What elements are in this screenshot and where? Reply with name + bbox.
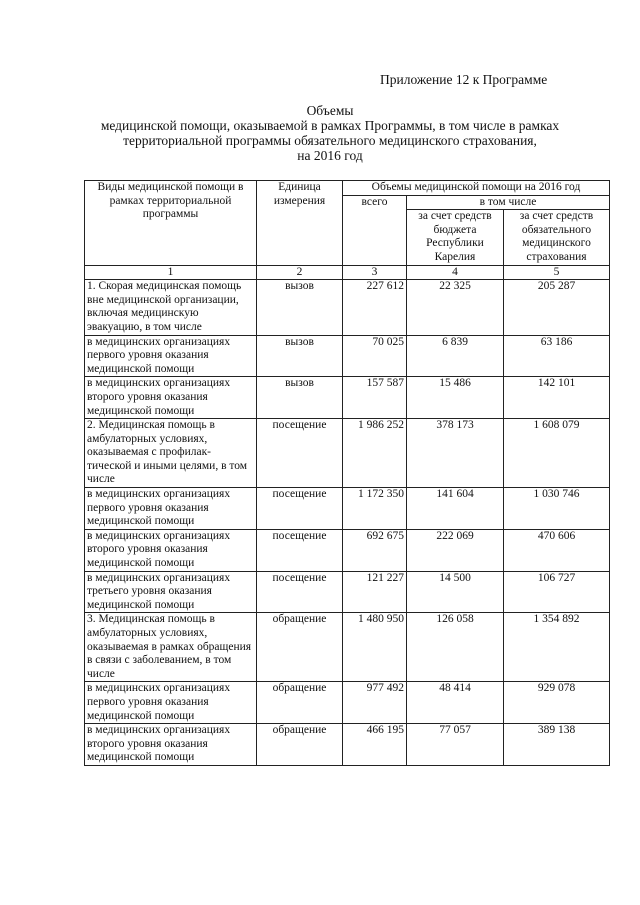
row-unit: посещение (257, 529, 343, 571)
row-name: в медицинских организациях второго уровня оказания медицинской помощи (85, 529, 257, 571)
table-row (85, 419, 610, 488)
row-name: в медицинских организациях первого уровня оказания медицинской помощи (85, 488, 257, 530)
row-unit: посещение (257, 571, 343, 613)
column-number: 2 (257, 265, 343, 280)
row-insurance: 1 608 079 (504, 419, 610, 488)
table-row (85, 529, 610, 571)
header-total: всего (343, 195, 407, 265)
appendix-label: Приложение 12 к Программе (380, 72, 548, 87)
table-row (85, 571, 610, 613)
row-budget: 222 069 (407, 529, 504, 571)
row-name: в медицинских организациях второго уровня оказания медицинской помощи (85, 724, 257, 766)
column-number: 1 (85, 265, 257, 280)
row-budget: 48 414 (407, 682, 504, 724)
row-unit: вызов (257, 280, 343, 335)
title-line: Объемы (306, 103, 354, 118)
row-total: 121 227 (343, 571, 407, 613)
table-row (85, 280, 610, 335)
row-budget: 141 604 (407, 488, 504, 530)
row-unit: обращение (257, 724, 343, 766)
document-title (60, 103, 600, 163)
row-total: 1 480 950 (343, 613, 407, 682)
title-line: территориальной программы обязательного медицинского страхования, (123, 133, 537, 148)
row-total: 70 025 (343, 335, 407, 377)
row-unit: вызов (257, 377, 343, 419)
row-unit: обращение (257, 682, 343, 724)
row-budget: 22 325 (407, 280, 504, 335)
row-insurance: 106 727 (504, 571, 610, 613)
header-budget: за счет средств бюджета Республики Карелия (407, 210, 504, 265)
header-row (85, 181, 610, 196)
title-line: медицинской помощи, оказываемой в рамках Программы, в том числе в рамках (100, 118, 560, 133)
row-insurance: 205 287 (504, 280, 610, 335)
table-row (85, 682, 610, 724)
row-unit: вызов (257, 335, 343, 377)
row-name: в медицинских организациях первого уровня оказания медицинской помощи (85, 335, 257, 377)
row-total: 977 492 (343, 682, 407, 724)
row-unit: обращение (257, 613, 343, 682)
row-name: 3. Медицинская помощь в амбулаторных условиях, оказываемая в рамках обращения в связи с заболеванием, в том числе (85, 613, 257, 682)
row-insurance: 929 078 (504, 682, 610, 724)
row-name: 1. Скорая медицинская помощь вне медицинской организации, включая медицинскую эвакуацию, в том числе (85, 280, 257, 335)
row-budget: 6 839 (407, 335, 504, 377)
header-type: Виды медицинской помощи в рамках территориальной программы (85, 181, 257, 266)
title-line: на 2016 год (297, 148, 363, 163)
row-unit: посещение (257, 419, 343, 488)
column-number: 4 (407, 265, 504, 280)
row-insurance: 1 354 892 (504, 613, 610, 682)
table-row (85, 724, 610, 766)
row-budget: 126 058 (407, 613, 504, 682)
header-insurance: за счет средств обязательного медицинского страхования (504, 210, 610, 265)
row-budget: 14 500 (407, 571, 504, 613)
row-total: 157 587 (343, 377, 407, 419)
header-volumes: Объемы медицинской помощи на 2016 год (343, 181, 610, 196)
row-total: 227 612 (343, 280, 407, 335)
table-row (85, 613, 610, 682)
row-name: в медицинских организациях второго уровня оказания медицинской помощи (85, 377, 257, 419)
row-insurance: 389 138 (504, 724, 610, 766)
table-row (85, 335, 610, 377)
row-total: 1 172 350 (343, 488, 407, 530)
row-insurance: 142 101 (504, 377, 610, 419)
header-including: в том числе (407, 195, 610, 210)
row-total: 692 675 (343, 529, 407, 571)
row-insurance: 1 030 746 (504, 488, 610, 530)
table-row (85, 377, 610, 419)
row-insurance: 63 186 (504, 335, 610, 377)
row-budget: 378 173 (407, 419, 504, 488)
row-unit: посещение (257, 488, 343, 530)
row-total: 466 195 (343, 724, 407, 766)
row-budget: 15 486 (407, 377, 504, 419)
row-name: в медицинских организациях первого уровня оказания медицинской помощи (85, 682, 257, 724)
row-insurance: 470 606 (504, 529, 610, 571)
row-name: 2. Медицинская помощь в амбулаторных условиях, оказываемая с профилак- тической и иными целями, в том числе (85, 419, 257, 488)
row-budget: 77 057 (407, 724, 504, 766)
row-name: в медицинских организациях третьего уровня оказания медицинской помощи (85, 571, 257, 613)
volumes-table (84, 180, 610, 766)
column-number: 5 (504, 265, 610, 280)
table-row (85, 488, 610, 530)
column-numbers-row (85, 265, 610, 280)
row-total: 1 986 252 (343, 419, 407, 488)
header-unit: Единица измерения (257, 181, 343, 266)
column-number: 3 (343, 265, 407, 280)
